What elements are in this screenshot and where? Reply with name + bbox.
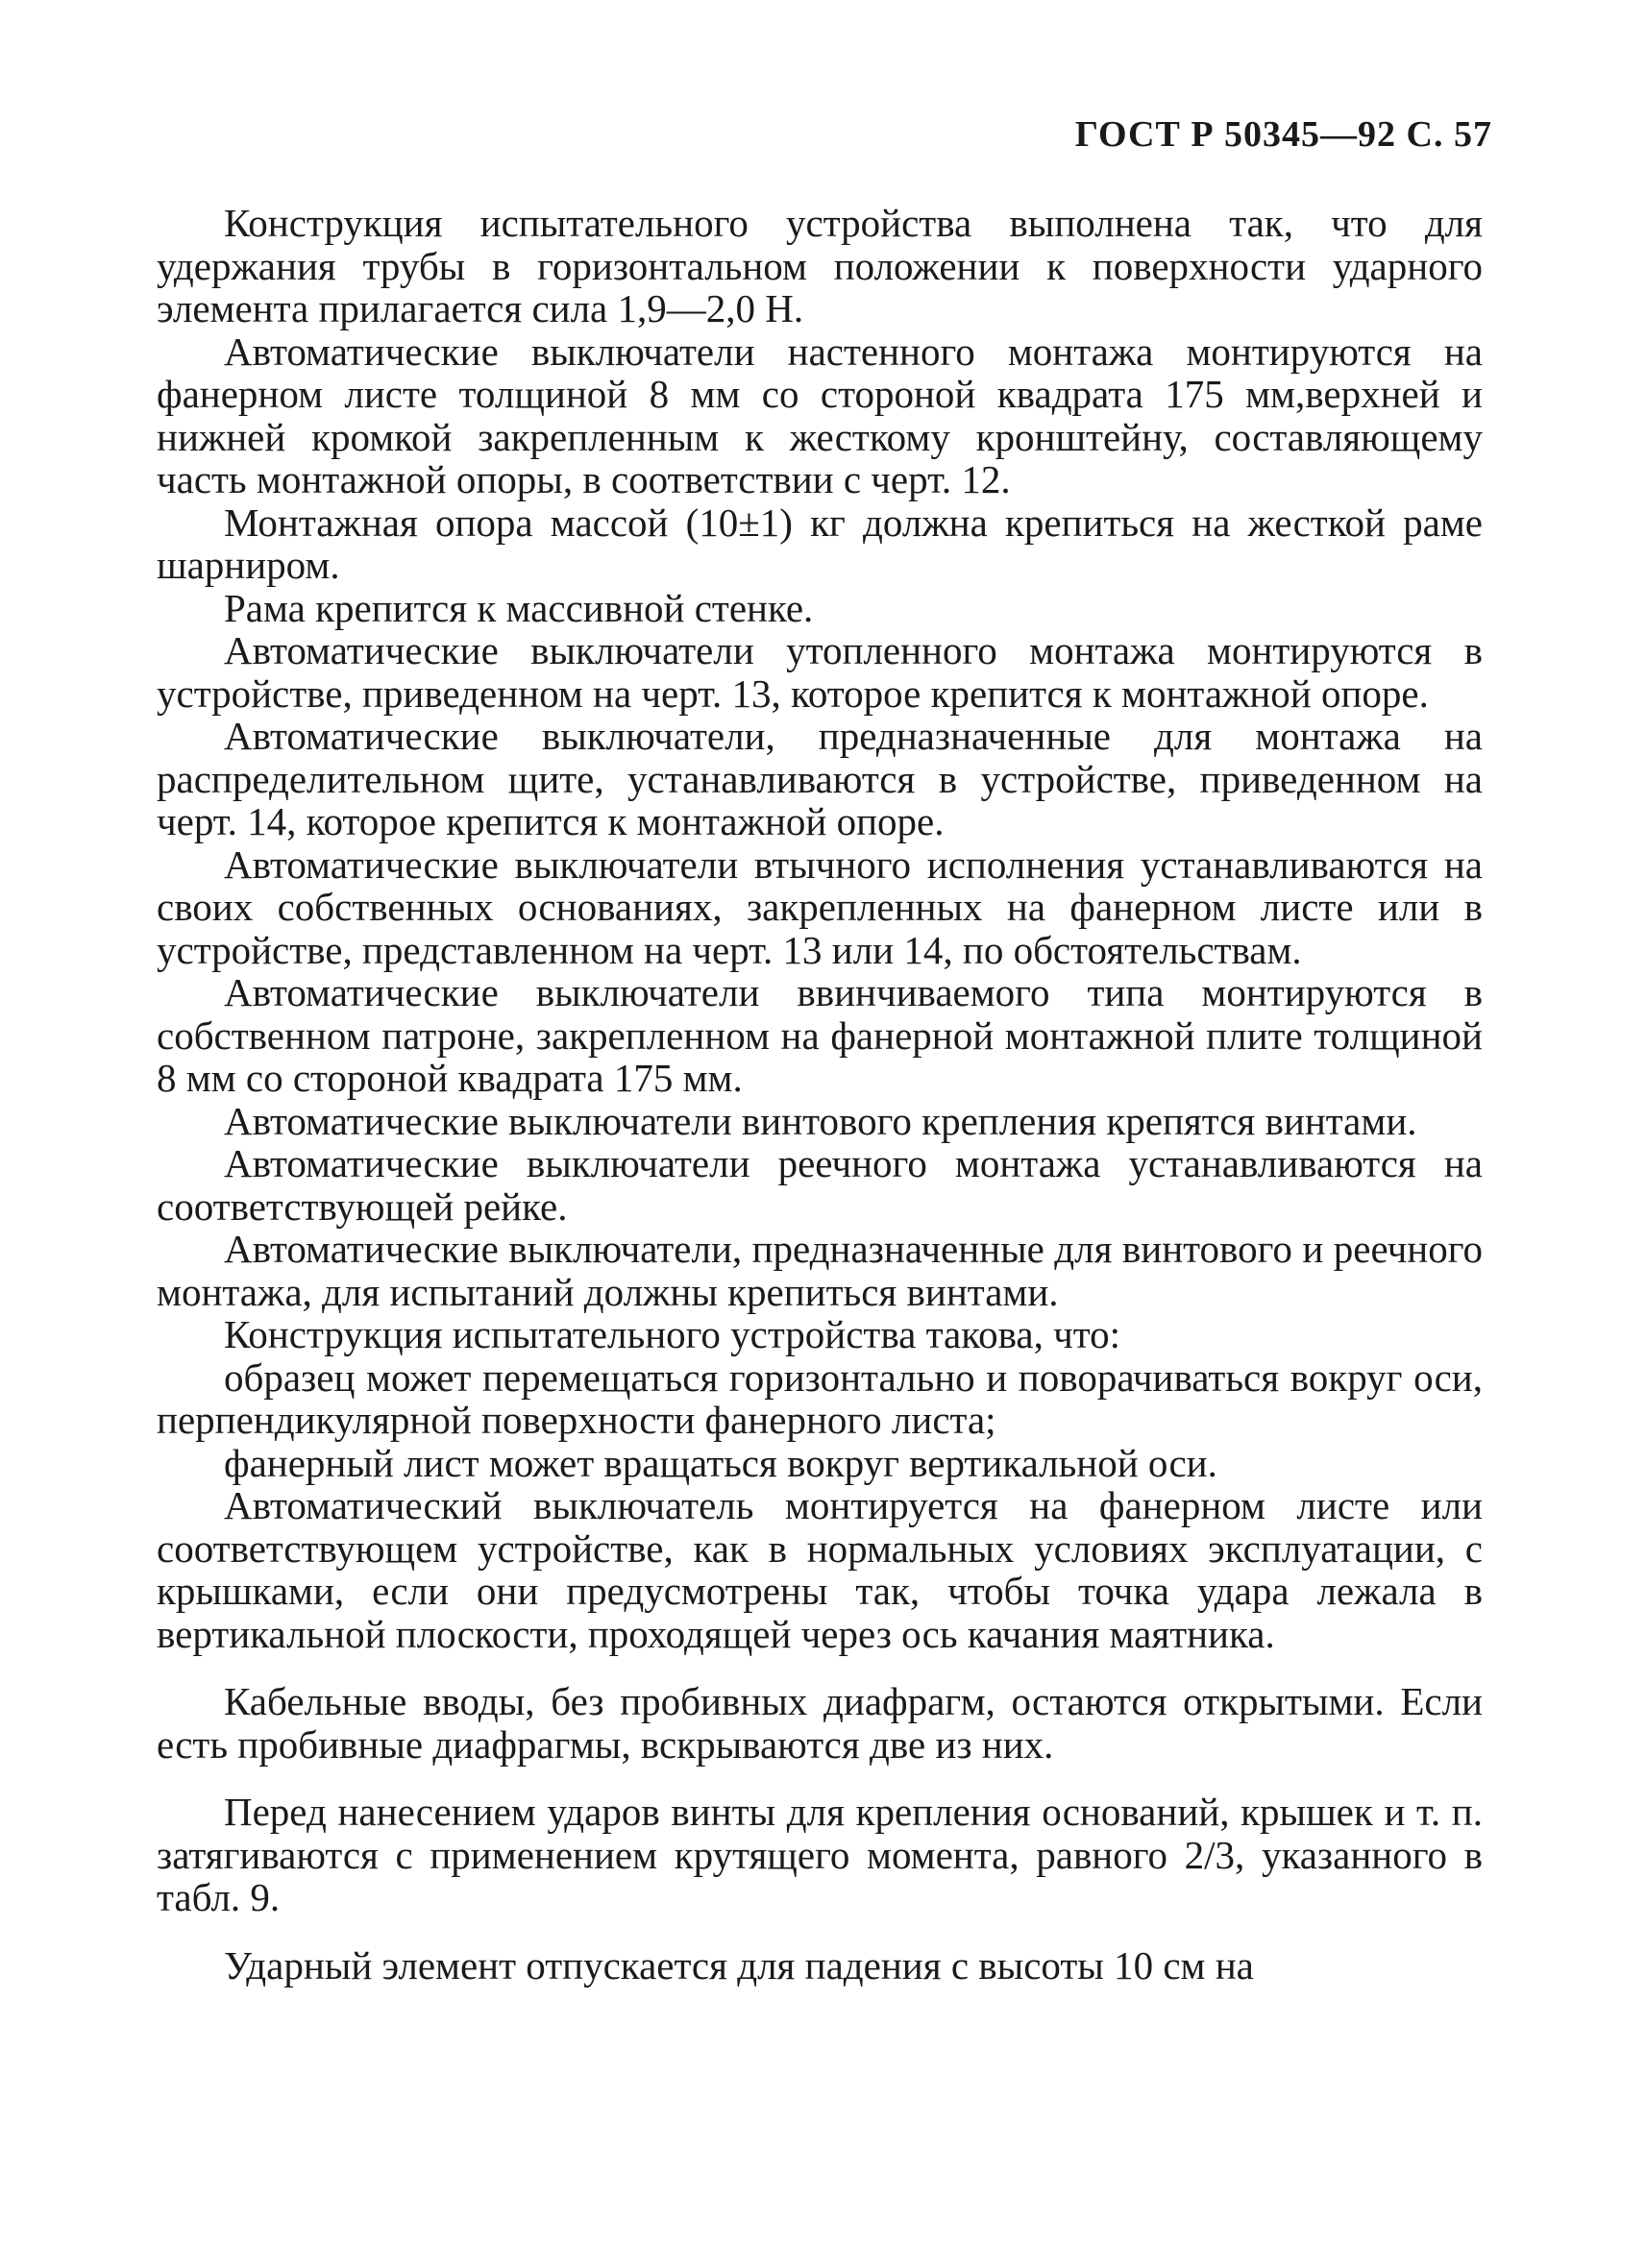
paragraph: Автоматические выключатели, предназначенные для монтажа на распределительном щите, устанавливаются в устройстве, приведенном на черт. 14, которое крепится к монтажной опоре. [157,714,1483,843]
paragraph: Конструкция испытательного устройства выполнена так, что для удержания трубы в горизонтальном положении к поверхности ударного элемента прилагается сила 1,9—2,0 Н. [157,201,1483,330]
body-text [157,202,1483,1987]
paragraph: Монтажная опора массой (10±1) кг должна крепиться на жесткой раме шарниром. [157,500,1483,587]
paragraph: Конструкция испытательного устройства такова, что: [224,1312,1120,1356]
paragraph: Автоматические выключатели винтового крепления крепятся винтами. [224,1098,1417,1143]
paragraph: Автоматические выключатели реечного монтажа устанавливаются на соответствующей рейке. [157,1141,1483,1229]
paragraph: Рама крепится к массивной стенке. [224,585,814,630]
paragraph: образец может перемещаться горизонтально и поворачиваться вокруг оси, перпендикулярной поверхности фанерного листа; [157,1354,1483,1442]
paragraph: Автоматические выключатели втычного исполнения устанавливаются на своих собственных основаниях, закрепленных на фанерном листе или в устройстве, представленном на черт. 13 или 14, по обстоятельствам. [157,841,1483,972]
paragraph: Автоматические выключатели настенного монтажа монтируются на фанерном листе толщиной 8 мм со стороной квадрата 175 мм,верхней и нижней кромкой закрепленным к жесткому кронштейну, составляющему часть монтажной опоры, в соответствии с черт. 12. [157,329,1483,501]
paragraph: Автоматический выключатель монтируется на фанерном листе или соответствующем устройстве, как в нормальных условиях эксплуатации, с крышками, если они предусмотрены так, чтобы точка удара лежала в вертикальной плоскости, проходящей через ось качания маятника. [157,1483,1483,1656]
paragraph: фанерный лист может вращаться вокруг вертикальной оси. [224,1440,1217,1485]
paragraph: Автоматические выключатели, предназначенные для винтового и реечного монтажа, для испытаний должны крепиться винтами. [157,1227,1483,1314]
running-header: ГОСТ Р 50345—92 С. 57 [1074,114,1492,155]
paragraph: Ударный элемент отпускается для падения с высоты 10 см на [224,1942,1254,1988]
paragraph: Автоматические выключатели ввинчиваемого типа монтируются в собственном патроне, закрепленном на фанерной монтажной плите толщиной 8 мм со стороной квадрата 175 мм. [157,970,1483,1100]
paragraph: Перед нанесением ударов винты для крепления оснований, крышек и т. п. затягиваются с применением крутящего момента, равного 2/3, указанного в табл. 9. [157,1790,1483,1919]
paragraph: Автоматические выключатели утопленного монтажа монтируются в устройстве, приведенном на черт. 13, которое крепится к монтажной опоре. [157,628,1483,716]
paragraph: Кабельные вводы, без пробивных диафрагм, остаются открытыми. Если есть пробивные диафрагмы, вскрываются две из них. [157,1679,1483,1767]
